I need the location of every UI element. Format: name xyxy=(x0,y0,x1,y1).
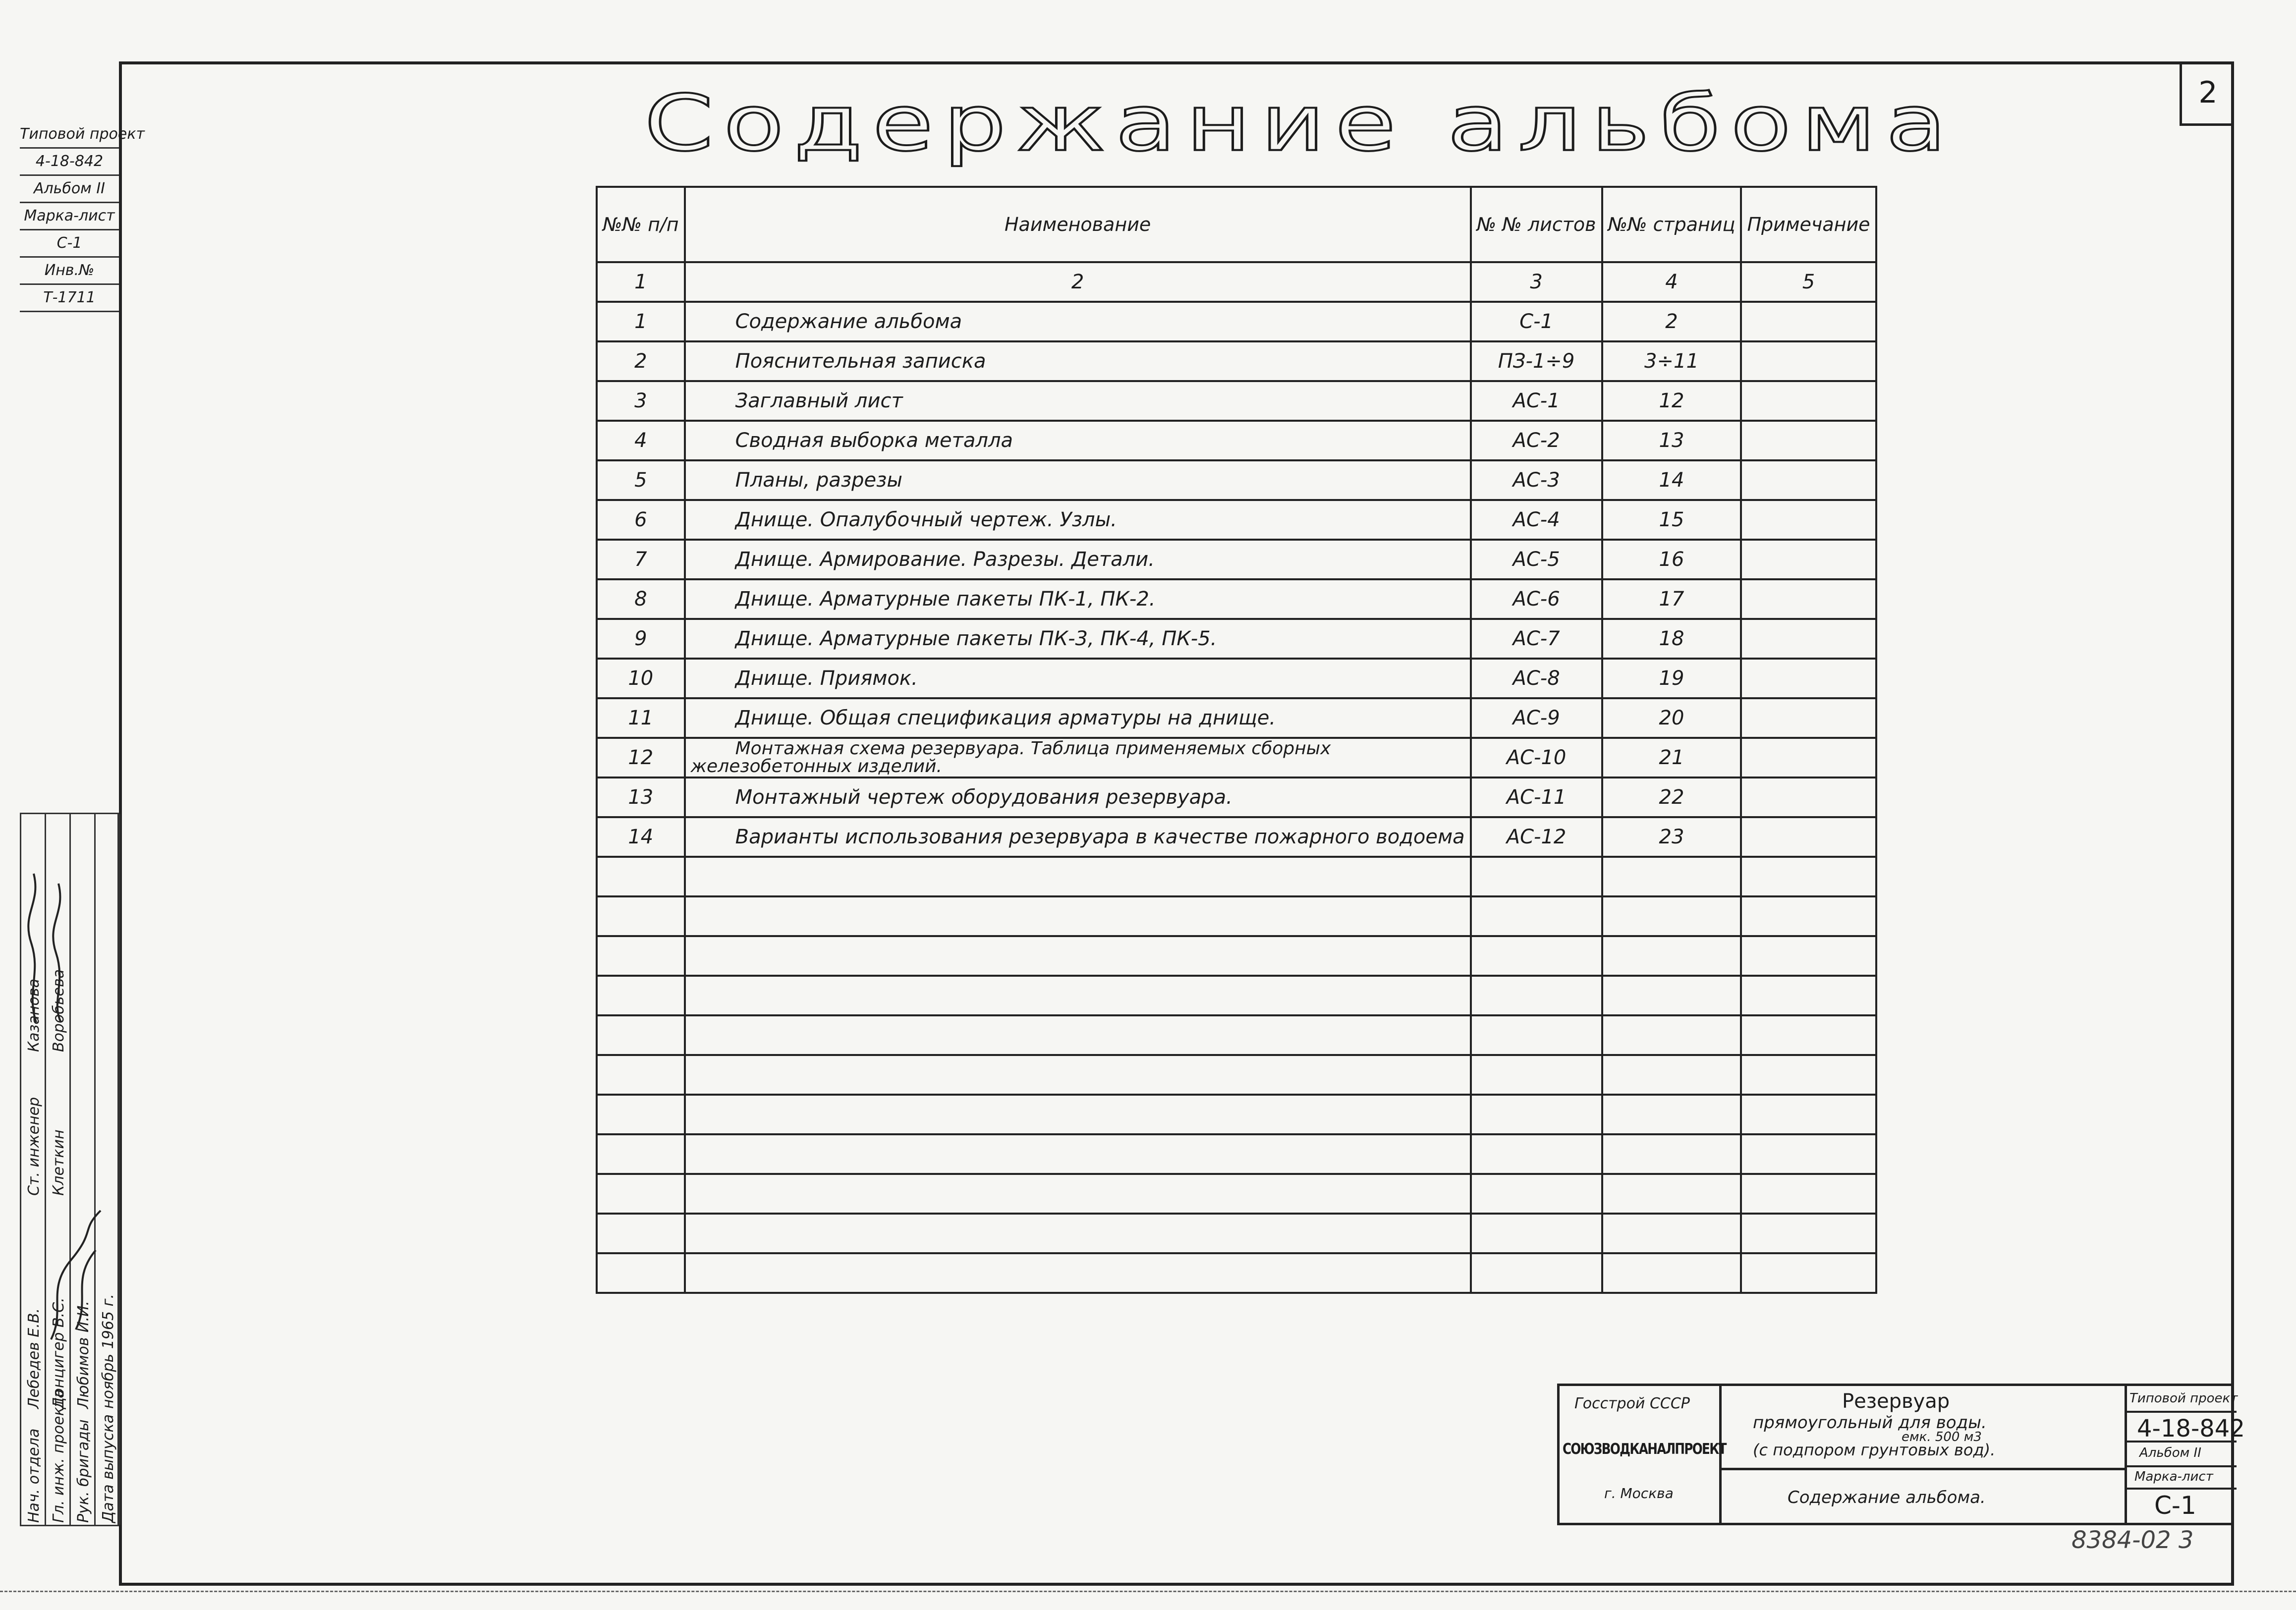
row-number xyxy=(597,302,685,341)
row-page xyxy=(1602,619,1741,659)
empty-cell xyxy=(1741,1174,1876,1214)
sheet-number: 2 xyxy=(2180,61,2234,126)
empty-cell xyxy=(1471,1095,1602,1134)
signer-name: Лебедев Е.В. xyxy=(25,1308,43,1409)
empty-cell xyxy=(685,896,1471,936)
index-cell: 4 xyxy=(1602,262,1741,302)
empty-cell xyxy=(685,1095,1471,1134)
table-row xyxy=(597,579,1876,619)
row-name-text: Монтажный чертеж оборудования резервуара. xyxy=(735,786,1232,809)
empty-cell xyxy=(685,857,1471,896)
tb-org2: СОЮЗВОДКАНАЛПРОЕКТ xyxy=(1563,1441,1726,1458)
empty-cell xyxy=(1471,1015,1602,1055)
row-page xyxy=(1602,302,1741,341)
empty-row xyxy=(597,1174,1876,1214)
stamp-mark: С-1 xyxy=(20,230,119,258)
header-sheets: № № листов xyxy=(1471,187,1602,262)
table-row xyxy=(597,619,1876,659)
row-name-text: Планы, разрезы xyxy=(735,469,902,492)
signature-strip xyxy=(20,813,119,1526)
row-sheet-text: АС-3 xyxy=(1512,469,1560,492)
role-label: Дата выпуска xyxy=(100,1414,117,1523)
row-sheet xyxy=(1471,738,1602,777)
tb-object-line3: емк. 500 м3 xyxy=(1902,1430,1982,1444)
row-sheet xyxy=(1471,341,1602,381)
table-row xyxy=(597,500,1876,540)
empty-cell xyxy=(597,896,685,936)
row-name xyxy=(685,777,1471,817)
header-note: Примечание xyxy=(1741,187,1876,262)
row-page xyxy=(1602,738,1741,777)
header-pages: №№ страниц xyxy=(1602,187,1741,262)
stamp-inv: Т-1711 xyxy=(20,285,119,312)
row-note xyxy=(1741,698,1876,738)
table-row xyxy=(597,341,1876,381)
engineer-name: Клеткин xyxy=(50,1129,67,1196)
empty-row xyxy=(597,1055,1876,1095)
empty-row xyxy=(597,1253,1876,1293)
empty-cell xyxy=(1741,936,1876,976)
tb-object-line1: Резервуар xyxy=(1842,1390,1950,1413)
row-sheet xyxy=(1471,777,1602,817)
row-page-text: 15 xyxy=(1659,508,1684,531)
row-note xyxy=(1741,341,1876,381)
empty-row xyxy=(597,857,1876,896)
handwritten-signature xyxy=(21,1201,120,1349)
signer-name: Любимов И.И. xyxy=(75,1301,92,1409)
row-number xyxy=(597,460,685,500)
index-cell: 3 xyxy=(1471,262,1602,302)
empty-cell xyxy=(597,1174,685,1214)
row-number xyxy=(597,341,685,381)
tb-object-line4: (с подпором грунтовых вод). xyxy=(1753,1441,1996,1459)
tb-sheet-title: Содержание альбома. xyxy=(1788,1488,1986,1507)
row-number-text: 6 xyxy=(634,508,647,531)
row-number xyxy=(597,619,685,659)
row-sheet-text: АС-11 xyxy=(1506,786,1567,809)
row-note xyxy=(1741,302,1876,341)
row-number-text: 4 xyxy=(634,429,647,452)
empty-cell xyxy=(1741,896,1876,936)
row-sheet xyxy=(1471,619,1602,659)
role-label: Рук. бригады xyxy=(75,1419,92,1523)
row-sheet-text: АС-8 xyxy=(1512,667,1560,690)
row-page-text: 21 xyxy=(1659,746,1684,769)
row-note xyxy=(1741,460,1876,500)
row-name-text: Днище. Арматурные пакеты ПК-1, ПК-2. xyxy=(735,588,1156,611)
empty-cell xyxy=(1471,936,1602,976)
footer-number: 8384-02 3 xyxy=(2072,1526,2194,1554)
role-label: Нач. отдела xyxy=(25,1428,43,1523)
row-name-text: Варианты использования резервуара в качестве пожарного водоема xyxy=(735,826,1465,848)
row-name-text: Сводная выборка металла xyxy=(735,429,1013,452)
row-sheet-text: АС-6 xyxy=(1512,588,1560,611)
stamp-project-label: Типовой проект xyxy=(20,121,119,149)
row-sheet-text: АС-12 xyxy=(1506,826,1567,848)
empty-cell xyxy=(597,1055,685,1095)
empty-row xyxy=(597,896,1876,936)
row-name-text: Заглавный лист xyxy=(735,389,903,412)
row-name xyxy=(685,738,1471,777)
column-index-row xyxy=(597,262,1876,302)
row-sheet-text: АС-5 xyxy=(1512,548,1560,571)
empty-cell xyxy=(1602,976,1741,1015)
empty-cell xyxy=(1602,1253,1741,1293)
row-name xyxy=(685,579,1471,619)
header-num: №№ п/п xyxy=(597,187,685,262)
row-sheet xyxy=(1471,381,1602,421)
table-row xyxy=(597,698,1876,738)
row-number xyxy=(597,738,685,777)
empty-cell xyxy=(685,976,1471,1015)
stamp-project: 4-18-842 xyxy=(20,149,119,176)
row-name-text: Днище. Приямок. xyxy=(735,667,918,690)
table-row xyxy=(597,421,1876,460)
row-sheet-text: АС-9 xyxy=(1512,707,1560,729)
row-sheet xyxy=(1471,302,1602,341)
tb-org1: Госстрой СССР xyxy=(1574,1395,1690,1412)
empty-cell xyxy=(1602,936,1741,976)
row-number xyxy=(597,381,685,421)
stamp-mark-label: Марка-лист xyxy=(20,203,119,230)
row-note xyxy=(1741,777,1876,817)
empty-cell xyxy=(1602,896,1741,936)
empty-cell xyxy=(597,1253,685,1293)
row-name-text: Пояснительная записка xyxy=(735,350,986,373)
table-body xyxy=(597,302,1876,1293)
row-name xyxy=(685,817,1471,857)
row-sheet xyxy=(1471,817,1602,857)
empty-row xyxy=(597,1134,1876,1174)
row-page xyxy=(1602,777,1741,817)
row-number-text: 14 xyxy=(628,826,654,848)
index-cell: 1 xyxy=(597,262,685,302)
row-page xyxy=(1602,460,1741,500)
empty-cell xyxy=(597,857,685,896)
empty-cell xyxy=(597,1095,685,1134)
row-number xyxy=(597,540,685,579)
row-page xyxy=(1602,817,1741,857)
row-name xyxy=(685,341,1471,381)
role-label: Гл. инж. проекта xyxy=(50,1389,67,1523)
row-note xyxy=(1741,738,1876,777)
row-sheet xyxy=(1471,460,1602,500)
left-stamp xyxy=(20,121,145,312)
empty-row xyxy=(597,936,1876,976)
row-name-text: Монтажная схема резервуара. Таблица применяемых сборных железобетонных изделий. xyxy=(690,738,1331,777)
empty-cell xyxy=(685,936,1471,976)
empty-cell xyxy=(1741,1015,1876,1055)
row-page-text: 16 xyxy=(1659,548,1684,571)
empty-cell xyxy=(685,1214,1471,1253)
row-number-text: 10 xyxy=(628,667,654,690)
table-row xyxy=(597,777,1876,817)
empty-cell xyxy=(1741,1095,1876,1134)
row-page-text: 3÷11 xyxy=(1644,350,1699,373)
engineer-role: Ст. инженер xyxy=(25,1097,43,1196)
empty-cell xyxy=(1602,1174,1741,1214)
empty-cell xyxy=(1471,1055,1602,1095)
row-number xyxy=(597,579,685,619)
table-row xyxy=(597,738,1876,777)
row-sheet xyxy=(1471,659,1602,698)
engineer-name: Казанова xyxy=(25,978,43,1052)
handwritten-signature xyxy=(21,844,120,1042)
table-row xyxy=(597,540,1876,579)
row-page xyxy=(1602,341,1741,381)
row-sheet xyxy=(1471,421,1602,460)
row-sheet xyxy=(1471,500,1602,540)
empty-row xyxy=(597,1095,1876,1134)
row-name-text: Днище. Арматурные пакеты ПК-3, ПК-4, ПК-5. xyxy=(735,627,1217,650)
empty-cell xyxy=(1471,976,1602,1015)
row-note xyxy=(1741,500,1876,540)
row-number xyxy=(597,421,685,460)
empty-cell xyxy=(1741,1253,1876,1293)
empty-cell xyxy=(1741,976,1876,1015)
row-number xyxy=(597,659,685,698)
table-header-row xyxy=(597,187,1876,262)
empty-cell xyxy=(1741,1134,1876,1174)
tb-project-label: Типовой проект xyxy=(2129,1391,2238,1406)
row-name-text: Днище. Армирование. Разрезы. Детали. xyxy=(735,548,1155,571)
empty-cell xyxy=(1471,1253,1602,1293)
empty-cell xyxy=(1602,1134,1741,1174)
row-name xyxy=(685,619,1471,659)
stamp-album: Альбом II xyxy=(20,176,119,203)
row-sheet-text: АС-1 xyxy=(1512,389,1560,412)
page-title: Содержание альбома xyxy=(644,78,1957,169)
tb-mark-label: Марка-лист xyxy=(2134,1469,2213,1484)
empty-cell xyxy=(597,1214,685,1253)
row-number-text: 8 xyxy=(634,588,647,611)
row-sheet-text: ПЗ-1÷9 xyxy=(1498,350,1575,373)
row-number-text: 13 xyxy=(628,786,654,809)
signer-name: Донцигер В.С. xyxy=(50,1297,67,1409)
empty-cell xyxy=(597,936,685,976)
tb-project: 4-18-842 xyxy=(2137,1415,2245,1443)
signer-name: ноябрь 1965 г. xyxy=(100,1294,117,1409)
table-row xyxy=(597,302,1876,341)
row-note xyxy=(1741,421,1876,460)
table-row xyxy=(597,659,1876,698)
row-page-text: 2 xyxy=(1665,310,1678,333)
row-name xyxy=(685,698,1471,738)
empty-cell xyxy=(597,1015,685,1055)
row-page-text: 22 xyxy=(1659,786,1684,809)
row-name xyxy=(685,421,1471,460)
row-number xyxy=(597,698,685,738)
empty-row xyxy=(597,1214,1876,1253)
title-block xyxy=(1557,1384,2245,1525)
index-cell: 2 xyxy=(685,262,1471,302)
empty-cell xyxy=(1471,1174,1602,1214)
row-number-text: 7 xyxy=(634,548,647,571)
empty-cell xyxy=(685,1174,1471,1214)
row-page xyxy=(1602,698,1741,738)
row-number-text: 1 xyxy=(634,310,647,333)
row-name-text: Днище. Общая спецификация арматуры на днище. xyxy=(735,707,1276,729)
row-name-text: Днище. Опалубочный чертеж. Узлы. xyxy=(735,508,1117,531)
row-name-text: Содержание альбома xyxy=(735,310,962,333)
row-note xyxy=(1741,817,1876,857)
row-page-text: 14 xyxy=(1659,469,1684,492)
empty-cell xyxy=(1741,1055,1876,1095)
row-sheet-text: С-1 xyxy=(1519,310,1553,333)
row-page-text: 18 xyxy=(1659,627,1684,650)
row-number-text: 9 xyxy=(634,627,647,650)
row-page-text: 17 xyxy=(1659,588,1684,611)
row-number-text: 12 xyxy=(628,746,654,769)
row-page xyxy=(1602,381,1741,421)
row-number-text: 5 xyxy=(634,469,647,492)
row-number-text: 2 xyxy=(634,350,647,373)
empty-row xyxy=(597,1015,1876,1055)
empty-cell xyxy=(685,1015,1471,1055)
empty-cell xyxy=(1471,857,1602,896)
row-note xyxy=(1741,381,1876,421)
row-name xyxy=(685,540,1471,579)
row-sheet-text: АС-7 xyxy=(1512,627,1560,650)
row-page xyxy=(1602,579,1741,619)
row-note xyxy=(1741,540,1876,579)
empty-cell xyxy=(1602,857,1741,896)
row-number xyxy=(597,777,685,817)
stamp-inv-label: Инв.№ xyxy=(20,258,119,285)
empty-cell xyxy=(1471,1134,1602,1174)
index-cell: 5 xyxy=(1741,262,1876,302)
row-sheet xyxy=(1471,540,1602,579)
row-number xyxy=(597,500,685,540)
empty-cell xyxy=(1471,1214,1602,1253)
row-name xyxy=(685,381,1471,421)
engineer-name: Воробьева xyxy=(50,969,67,1052)
empty-cell xyxy=(1741,1214,1876,1253)
row-page xyxy=(1602,421,1741,460)
empty-cell xyxy=(685,1055,1471,1095)
empty-cell xyxy=(1602,1214,1741,1253)
empty-cell xyxy=(1741,857,1876,896)
empty-cell xyxy=(685,1253,1471,1293)
row-sheet-text: АС-2 xyxy=(1512,429,1560,452)
row-name xyxy=(685,659,1471,698)
row-number-text: 3 xyxy=(634,389,647,412)
row-note xyxy=(1741,659,1876,698)
row-page-text: 19 xyxy=(1659,667,1684,690)
contents-table xyxy=(596,186,1877,1294)
empty-cell xyxy=(597,1134,685,1174)
empty-row xyxy=(597,976,1876,1015)
row-name xyxy=(685,460,1471,500)
row-name xyxy=(685,302,1471,341)
header-name: Наименование xyxy=(685,187,1471,262)
row-number xyxy=(597,817,685,857)
row-note xyxy=(1741,579,1876,619)
row-note xyxy=(1741,619,1876,659)
row-page-text: 12 xyxy=(1659,389,1684,412)
row-page xyxy=(1602,659,1741,698)
row-page xyxy=(1602,540,1741,579)
row-sheet xyxy=(1471,698,1602,738)
empty-cell xyxy=(1602,1055,1741,1095)
row-page-text: 23 xyxy=(1659,826,1684,848)
empty-cell xyxy=(597,976,685,1015)
table-row xyxy=(597,381,1876,421)
row-page xyxy=(1602,500,1741,540)
row-sheet-text: АС-10 xyxy=(1506,746,1567,769)
tb-album: Альбом II xyxy=(2139,1445,2201,1460)
tb-mark: С-1 xyxy=(2154,1491,2196,1520)
empty-cell xyxy=(685,1134,1471,1174)
row-number-text: 11 xyxy=(628,707,654,729)
row-page-text: 13 xyxy=(1659,429,1684,452)
table-row xyxy=(597,460,1876,500)
empty-cell xyxy=(1602,1015,1741,1055)
page-edge-line xyxy=(0,1591,2296,1594)
empty-cell xyxy=(1471,896,1602,936)
row-sheet-text: АС-4 xyxy=(1512,508,1560,531)
tb-city: г. Москва xyxy=(1604,1485,1674,1501)
empty-cell xyxy=(1602,1095,1741,1134)
row-sheet xyxy=(1471,579,1602,619)
table-row xyxy=(597,817,1876,857)
row-page-text: 20 xyxy=(1659,707,1684,729)
row-name xyxy=(685,500,1471,540)
tb-object-line2: прямоугольный для воды. xyxy=(1753,1413,1987,1433)
